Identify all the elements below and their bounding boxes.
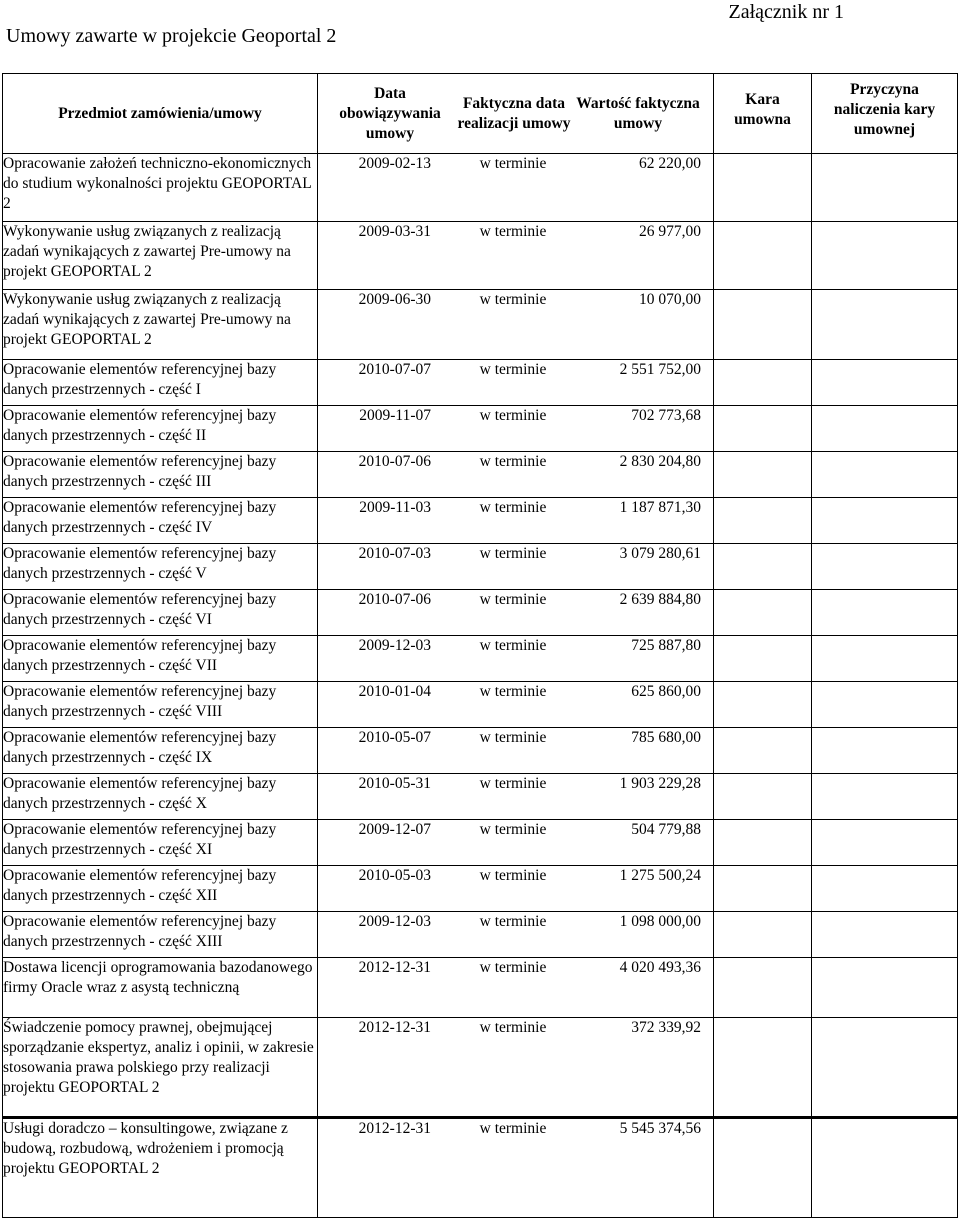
realization-status: w terminie	[479, 959, 547, 976]
subject-cell: Opracowanie elementów referencyjnej bazy danych przestrzennych - część III	[3, 452, 318, 498]
header-value: Wartość faktyczna umowy	[576, 94, 700, 132]
values-cell	[318, 774, 714, 820]
realization-status: w terminie	[479, 1120, 547, 1137]
table-row	[3, 590, 958, 636]
values-cell	[318, 820, 714, 866]
contract-value: 1 903 229,28	[619, 775, 701, 792]
penalty-cell	[714, 1018, 812, 1118]
contract-value: 10 070,00	[639, 291, 701, 308]
table-row	[3, 958, 958, 1018]
values-cell	[318, 1018, 714, 1118]
subject-cell: Wykonywanie usług związanych z realizacją zadań wynikających z zawartej Pre-umowy na projekt GEOPORTAL 2	[3, 222, 318, 290]
date-value: 2010-05-07	[358, 729, 431, 746]
contract-value: 26 977,00	[639, 223, 701, 240]
penalty-cell	[714, 774, 812, 820]
date-value: 2012-12-31	[358, 1120, 431, 1137]
values-cell	[318, 866, 714, 912]
table-row	[3, 222, 958, 290]
reason-cell	[812, 912, 958, 958]
values-cell	[318, 1118, 714, 1218]
subject-cell: Opracowanie elementów referencyjnej bazy danych przestrzennych - część IX	[3, 728, 318, 774]
reason-cell	[812, 820, 958, 866]
values-cell	[318, 544, 714, 590]
table-row	[3, 290, 958, 360]
subject-cell: Opracowanie elementów referencyjnej bazy danych przestrzennych - część IV	[3, 498, 318, 544]
table-row	[3, 1018, 958, 1118]
subject-cell: Opracowanie elementów referencyjnej bazy danych przestrzennych - część VI	[3, 590, 318, 636]
realization-status: w terminie	[479, 683, 547, 700]
date-value: 2010-07-03	[358, 545, 431, 562]
table-row	[3, 1118, 958, 1218]
realization-status: w terminie	[479, 499, 547, 516]
table-row	[3, 820, 958, 866]
subject-cell: Opracowanie elementów referencyjnej bazy danych przestrzennych - część V	[3, 544, 318, 590]
subject-cell: Opracowanie elementów referencyjnej bazy danych przestrzennych - część VIII	[3, 682, 318, 728]
contract-value: 504 779,88	[631, 821, 701, 838]
table-row	[3, 866, 958, 912]
realization-status: w terminie	[479, 1019, 547, 1036]
date-value: 2009-12-03	[358, 913, 431, 930]
reason-cell	[812, 728, 958, 774]
date-value: 2009-02-13	[358, 155, 431, 172]
table-row	[3, 682, 958, 728]
values-cell	[318, 452, 714, 498]
contract-value: 785 680,00	[631, 729, 701, 746]
header-penalty: Kara umowna	[714, 74, 812, 154]
table-row	[3, 912, 958, 958]
penalty-cell	[714, 682, 812, 728]
attachment-label: Załącznik nr 1	[728, 1, 844, 23]
values-cell	[318, 682, 714, 728]
subject-cell: Opracowanie elementów referencyjnej bazy danych przestrzennych - część VII	[3, 636, 318, 682]
contract-value: 725 887,80	[631, 637, 701, 654]
reason-cell	[812, 590, 958, 636]
reason-cell	[812, 360, 958, 406]
subject-cell: Usługi doradczo – konsultingowe, związane z budową, rozbudową, wdrożeniem i promocją projektu GEOPORTAL 2	[3, 1118, 318, 1218]
document-title: Umowy zawarte w projekcie Geoportal 2	[6, 25, 337, 47]
subject-cell: Opracowanie elementów referencyjnej bazy danych przestrzennych - część XI	[3, 820, 318, 866]
realization-status: w terminie	[479, 291, 547, 308]
reason-cell	[812, 1018, 958, 1118]
table-row	[3, 452, 958, 498]
table-row	[3, 154, 958, 222]
realization-status: w terminie	[479, 913, 547, 930]
date-value: 2010-01-04	[358, 683, 431, 700]
date-value: 2010-05-03	[358, 867, 431, 884]
date-value: 2010-07-06	[358, 591, 431, 608]
values-cell	[318, 154, 714, 222]
values-cell	[318, 406, 714, 452]
penalty-cell	[714, 590, 812, 636]
subject-cell: Opracowanie elementów referencyjnej bazy danych przestrzennych - część XII	[3, 866, 318, 912]
reason-cell	[812, 452, 958, 498]
penalty-cell	[714, 728, 812, 774]
date-value: 2010-05-31	[358, 775, 431, 792]
penalty-cell	[714, 222, 812, 290]
contract-value: 372 339,92	[631, 1019, 701, 1036]
penalty-cell	[714, 452, 812, 498]
values-cell	[318, 728, 714, 774]
contract-value: 625 860,00	[631, 683, 701, 700]
subject-cell: Dostawa licencji oprogramowania bazodanowego firmy Oracle wraz z asystą techniczną	[3, 958, 318, 1018]
realization-status: w terminie	[479, 155, 547, 172]
values-cell	[318, 498, 714, 544]
date-value: 2009-06-30	[358, 291, 431, 308]
subject-cell: Opracowanie elementów referencyjnej bazy danych przestrzennych - część II	[3, 406, 318, 452]
date-value: 2009-12-07	[358, 821, 431, 838]
contract-value: 1 275 500,24	[619, 867, 701, 884]
contract-value: 702 773,68	[631, 407, 701, 424]
contract-value: 1 098 000,00	[619, 913, 701, 930]
values-cell	[318, 958, 714, 1018]
penalty-cell	[714, 636, 812, 682]
values-cell	[318, 636, 714, 682]
penalty-cell	[714, 912, 812, 958]
table-row	[3, 774, 958, 820]
contract-value: 4 020 493,36	[619, 959, 701, 976]
table-row	[3, 406, 958, 452]
reason-cell	[812, 958, 958, 1018]
realization-status: w terminie	[479, 775, 547, 792]
reason-cell	[812, 498, 958, 544]
penalty-cell	[714, 290, 812, 360]
reason-cell	[812, 290, 958, 360]
penalty-cell	[714, 360, 812, 406]
table-row	[3, 636, 958, 682]
reason-cell	[812, 154, 958, 222]
penalty-cell	[714, 406, 812, 452]
realization-status: w terminie	[479, 361, 547, 378]
date-value: 2010-07-06	[358, 453, 431, 470]
contract-value: 62 220,00	[639, 155, 701, 172]
contract-value: 3 079 280,61	[619, 545, 701, 562]
penalty-cell	[714, 958, 812, 1018]
penalty-cell	[714, 1118, 812, 1218]
date-value: 2012-12-31	[358, 1019, 431, 1036]
subject-cell: Wykonywanie usług związanych z realizacją zadań wynikających z zawartej Pre-umowy na projekt GEOPORTAL 2	[3, 290, 318, 360]
header-reason: Przyczyna naliczenia kary umownej	[812, 74, 958, 154]
penalty-cell	[714, 498, 812, 544]
date-value: 2010-07-07	[358, 361, 431, 378]
header-values	[318, 74, 714, 154]
header-actual: Faktyczna data realizacji umowy	[457, 94, 571, 132]
penalty-cell	[714, 866, 812, 912]
header-date: Data obowiązywania umowy	[339, 84, 441, 142]
contract-value: 1 187 871,30	[619, 499, 701, 516]
realization-status: w terminie	[479, 637, 547, 654]
date-value: 2009-11-07	[359, 407, 431, 424]
table-row	[3, 498, 958, 544]
realization-status: w terminie	[479, 545, 547, 562]
table-row	[3, 360, 958, 406]
contracts-table	[2, 73, 958, 1218]
realization-status: w terminie	[479, 729, 547, 746]
realization-status: w terminie	[479, 867, 547, 884]
reason-cell	[812, 544, 958, 590]
subject-cell: Opracowanie elementów referencyjnej bazy danych przestrzennych - część X	[3, 774, 318, 820]
contract-value: 2 639 884,80	[619, 591, 701, 608]
date-value: 2009-11-03	[359, 499, 431, 516]
contract-value: 2 551 752,00	[619, 361, 701, 378]
reason-cell	[812, 406, 958, 452]
reason-cell	[812, 1118, 958, 1218]
subject-cell: Opracowanie założeń techniczno-ekonomicznych do studium wykonalności projektu GEOPORTAL 2	[3, 154, 318, 222]
date-value: 2012-12-31	[358, 959, 431, 976]
contract-value: 2 830 204,80	[619, 453, 701, 470]
reason-cell	[812, 682, 958, 728]
reason-cell	[812, 774, 958, 820]
values-cell	[318, 912, 714, 958]
realization-status: w terminie	[479, 453, 547, 470]
table-row	[3, 544, 958, 590]
reason-cell	[812, 222, 958, 290]
header-subject: Przedmiot zamówienia/umowy	[3, 74, 318, 154]
subject-cell: Świadczenie pomocy prawnej, obejmującej sporządzanie ekspertyz, analiz i opinii, w zakresie stosowania prawa polskiego przy realizacji projektu GEOPORTAL 2	[3, 1018, 318, 1118]
values-cell	[318, 222, 714, 290]
realization-status: w terminie	[479, 821, 547, 838]
reason-cell	[812, 866, 958, 912]
penalty-cell	[714, 820, 812, 866]
values-cell	[318, 290, 714, 360]
date-value: 2009-12-03	[358, 637, 431, 654]
table-row	[3, 728, 958, 774]
realization-status: w terminie	[479, 591, 547, 608]
values-cell	[318, 590, 714, 636]
subject-cell: Opracowanie elementów referencyjnej bazy danych przestrzennych - część I	[3, 360, 318, 406]
values-cell	[318, 360, 714, 406]
realization-status: w terminie	[479, 407, 547, 424]
penalty-cell	[714, 154, 812, 222]
subject-cell: Opracowanie elementów referencyjnej bazy danych przestrzennych - część XIII	[3, 912, 318, 958]
penalty-cell	[714, 544, 812, 590]
reason-cell	[812, 636, 958, 682]
date-value: 2009-03-31	[358, 223, 431, 240]
contract-value: 5 545 374,56	[619, 1120, 701, 1137]
table-header-row	[3, 74, 958, 154]
realization-status: w terminie	[479, 223, 547, 240]
